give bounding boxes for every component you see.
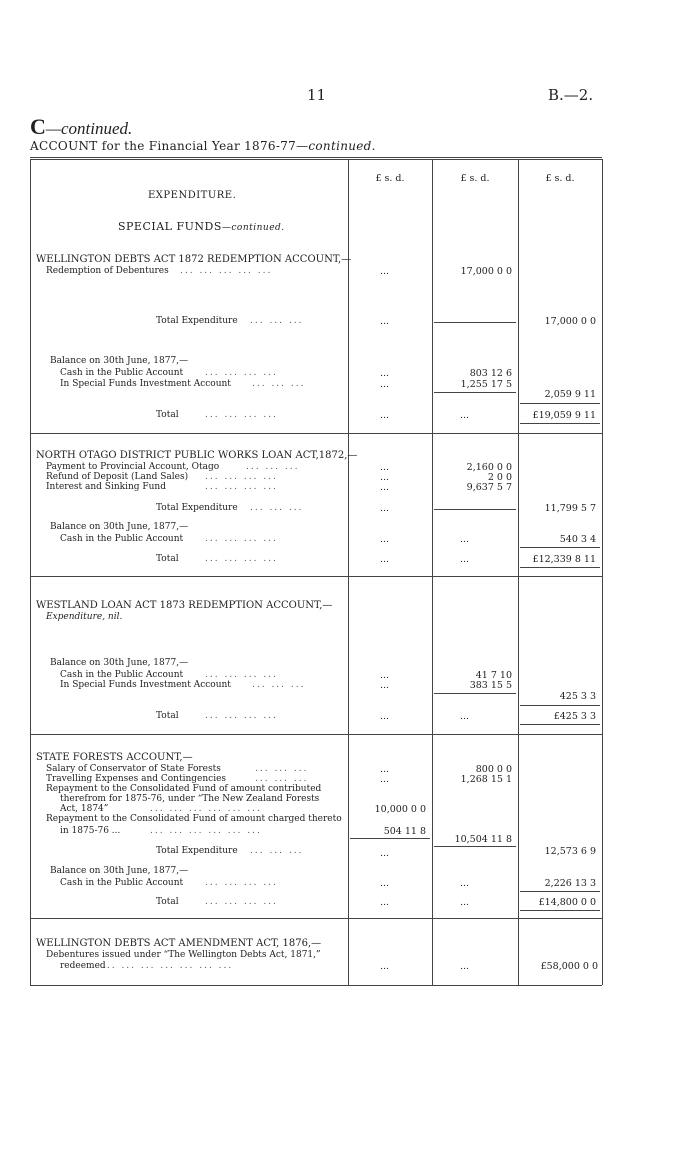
forests-repay1-line3: Act, 1874” [60,804,109,814]
otago-cash-label: Cash in the Public Account [60,534,184,544]
otago-cash-amount: 540 3 4 [559,534,596,545]
westland-subtotal-amount: 425 3 3 [559,691,596,702]
wellington-redemption-amount: 17,000 0 0 [460,266,512,277]
forests-repay-sum: 10,504 11 8 [454,834,512,845]
forests-repay1-amount: 10,000 0 0 [374,804,426,815]
westland-invest-amount: 383 15 5 [469,680,512,691]
amendment-line2: redeemed [60,961,106,971]
westland-cash-amount: 41 7 10 [475,670,512,681]
wellington-cash-amount: 803 12 6 [469,368,512,379]
table-top-rule-double [30,159,602,160]
section-heading [30,114,132,140]
section-divider [30,734,602,735]
otago-payment-amount: 2,160 0 0 [466,462,512,473]
forests-repay2-line2: in 1875-76 ... [60,826,121,836]
amendment-line1: Debentures issued under “The Wellington Debts Act, 1871,” [46,950,321,960]
page-number: 11 [307,86,327,104]
forests-salary-amount: 800 0 0 [475,764,512,775]
westland-balance-label: Balance on 30th June, 1877,— [50,658,189,668]
column-divider-2 [432,159,433,985]
table-left-border [30,159,31,985]
column-header-2: £ s. d. [460,173,490,184]
forests-repay1-line2: therefrom for 1875-76, under “The New Zealand Forests [60,794,320,804]
otago-total-label: Total [156,554,179,564]
table-right-border [602,159,603,985]
forests-repay2-line1: Repayment to the Consolidated Fund of amount charged thereto [46,814,342,824]
wellington-redemption-label: Redemption of Debentures [46,266,169,276]
otago-title: NORTH OTAGO DISTRICT PUBLIC WORKS LOAN ACT,1872,— [36,450,358,461]
forests-travel-label: Travelling Expenses and Contingencies [46,774,227,784]
table-bottom-rule [30,985,602,986]
wellington-balance-label: Balance on 30th June, 1877,— [50,356,189,366]
westland-invest-label: In Special Funds Investment Account [60,680,231,690]
wellington-invest-amount: 1,255 17 5 [460,379,512,390]
ellipsis: ... [380,266,390,277]
otago-refund-amount: 2 0 0 [487,472,512,483]
forests-total-exp-label: Total Expenditure [156,846,238,856]
otago-balance-label: Balance on 30th June, 1877,— [50,522,189,532]
wellington-subtotal-amount: 2,059 9 11 [544,389,596,400]
forests-title: STATE FORESTS ACCOUNT,— [36,752,193,763]
otago-payment-label: Payment to Provincial Account, Otago [46,462,220,472]
wellington-total-exp-amount: 17,000 0 0 [544,316,596,327]
forests-cash-amount: 2,226 13 3 [544,878,596,889]
forests-salary-label: Salary of Conservator of State Forests [46,764,221,774]
otago-interest-label: Interest and Sinking Fund [46,482,166,492]
forests-total-amount: £14,800 0 0 [538,897,596,908]
forests-repay2-amount: 504 11 8 [383,826,426,837]
column-divider-3 [518,159,519,985]
column-header-3: £ s. d. [545,173,575,184]
otago-interest-amount: 9,637 5 7 [466,482,512,493]
wellington-total-amount: £19,059 9 11 [532,410,596,421]
expenditure-heading: EXPENDITURE. [148,190,237,201]
otago-refund-label: Refund of Deposit (Land Sales) [46,472,189,482]
amendment-total-amount: £58,000 0 0 [540,961,598,972]
westland-total-amount: £425 3 3 [553,711,596,722]
section-continued: —continued. [45,119,133,138]
column-divider-1 [348,159,349,985]
wellington-total-exp-label: Total Expenditure [156,316,238,326]
special-funds-heading: SPECIAL FUNDS—continued. [118,220,285,233]
document-reference: B.—2. [548,86,594,104]
wellington-cash-label: Cash in the Public Account [60,368,184,378]
table-top-rule [30,157,602,158]
otago-total-exp-amount: 11,799 5 7 [544,503,596,514]
section-divider [30,918,602,919]
westland-title: WESTLAND LOAN ACT 1873 REDEMPTION ACCOUNT,— [36,600,333,611]
column-header-1: £ s. d. [375,173,405,184]
wellington-total-label: Total [156,410,179,420]
westland-cash-label: Cash in the Public Account [60,670,184,680]
section-divider [30,433,602,434]
otago-total-exp-label: Total Expenditure [156,503,238,513]
section-divider [30,576,602,577]
wellington-invest-label: In Special Funds Investment Account [60,379,231,389]
forests-repay1-line1: Repayment to the Consolidated Fund of amount contributed [46,784,322,794]
amendment-title: WELLINGTON DEBTS ACT AMENDMENT ACT, 1876,— [36,938,322,949]
forests-total-label: Total [156,897,179,907]
forests-balance-label: Balance on 30th June, 1877,— [50,866,189,876]
forests-cash-label: Cash in the Public Account [60,878,184,888]
wellington-title: WELLINGTON DEBTS ACT 1872 REDEMPTION ACCOUNT,— [36,254,352,265]
section-letter: C [30,114,46,139]
westland-expenditure-label: Expenditure, nil. [46,612,123,622]
westland-total-label: Total [156,711,179,721]
account-title: ACCOUNT for the Financial Year 1876-77—continued. [30,139,376,153]
forests-total-exp-amount: 12,573 6 9 [544,846,596,857]
forests-travel-amount: 1,268 15 1 [460,774,512,785]
otago-total-amount: £12,339 8 11 [532,554,596,565]
